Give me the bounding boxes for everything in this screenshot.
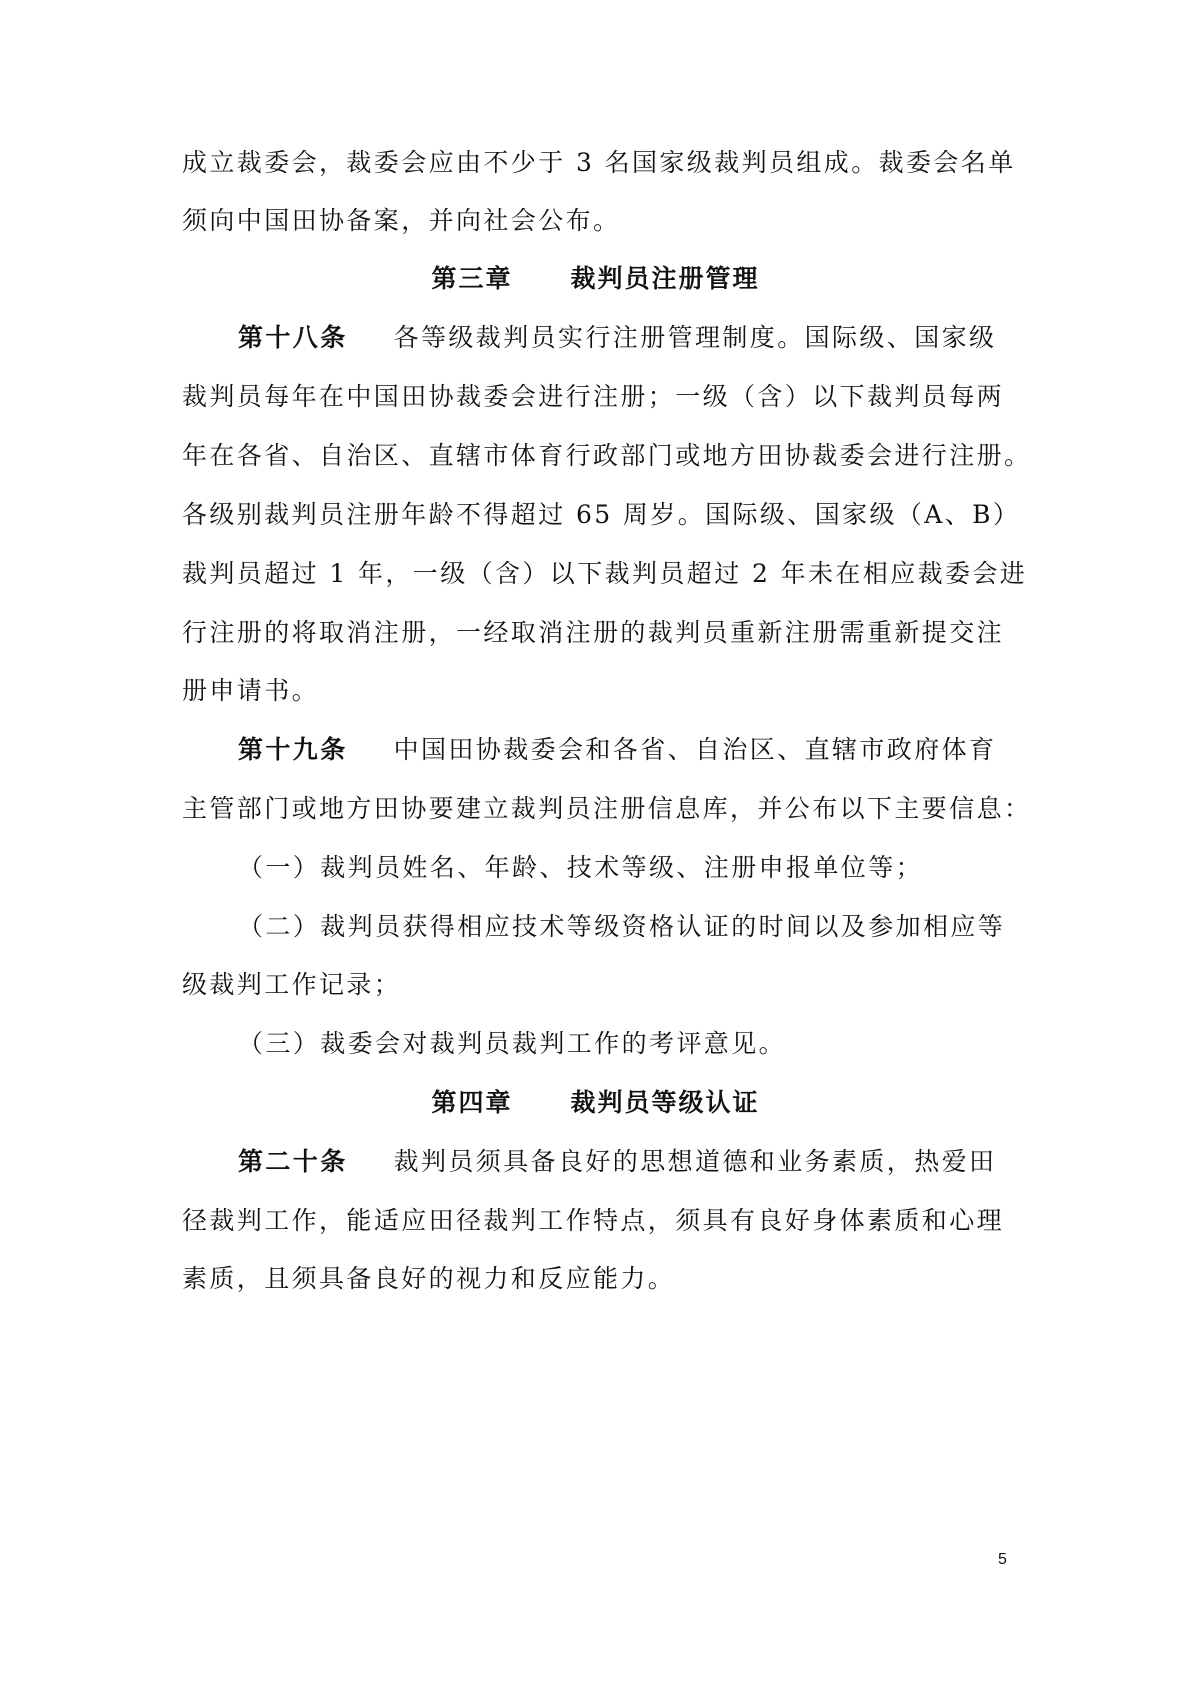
article-20-first-line (238, 1145, 1018, 1179)
paragraph-line: 各级别裁判员注册年龄不得超过 65 周岁。国际级、国家级（A、B） (182, 500, 1021, 529)
chapter-title: 裁判员等级认证 (570, 1088, 760, 1117)
chapter-heading-3 (0, 262, 1191, 296)
page-number: 5 (998, 1551, 1007, 1568)
article-text: 各等级裁判员实行注册管理制度。国际级、国家级 (393, 323, 997, 352)
article-text: 裁判员须具备良好的思想道德和业务素质，热爱田 (393, 1147, 997, 1176)
list-item: （二）裁判员获得相应技术等级资格认证的时间以及参加相应等 (238, 912, 1006, 941)
paragraph-line: 裁判员每年在中国田协裁委会进行注册；一级（含）以下裁判员每两 (182, 382, 1005, 411)
list-item: （一）裁判员姓名、年龄、技术等级、注册申报单位等； (238, 853, 924, 882)
list-item: （三）裁委会对裁判员裁判工作的考评意见。 (238, 1029, 787, 1058)
paragraph-line: 裁判员超过 1 年，一级（含）以下裁判员超过 2 年未在相应裁委会进 (182, 559, 1028, 588)
paragraph-line: 行注册的将取消注册，一经取消注册的裁判员重新注册需重新提交注 (182, 618, 1005, 647)
paragraph-line: 级裁判工作记录； (182, 970, 402, 999)
article-label: 第二十条 (238, 1147, 348, 1176)
paragraph-line: 主管部门或地方田协要建立裁判员注册信息库，并公布以下主要信息： (182, 794, 1032, 823)
article-18-first-line (238, 321, 1018, 355)
paragraph-line: 年在各省、自治区、直辖市体育行政部门或地方田协裁委会进行注册。 (182, 441, 1032, 470)
chapter-number: 第四章 (431, 1088, 513, 1117)
chapter-heading-4 (0, 1086, 1191, 1120)
article-label: 第十八条 (238, 323, 348, 352)
paragraph-line: 素质，且须具备良好的视力和反应能力。 (182, 1264, 676, 1293)
chapter-title: 裁判员注册管理 (570, 264, 760, 293)
paragraph-line: 成立裁委会，裁委会应由不少于 3 名国家级裁判员组成。裁委会名单 (182, 148, 1016, 177)
chapter-number: 第三章 (431, 264, 513, 293)
article-text: 中国田协裁委会和各省、自治区、直辖市政府体育 (393, 735, 997, 764)
paragraph-line: 须向中国田协备案，并向社会公布。 (182, 206, 621, 235)
paragraph-line: 径裁判工作，能适应田径裁判工作特点，须具有良好身体素质和心理 (182, 1206, 1005, 1235)
paragraph-line: 册申请书。 (182, 676, 320, 705)
article-label: 第十九条 (238, 735, 348, 764)
article-19-first-line (238, 733, 1018, 767)
